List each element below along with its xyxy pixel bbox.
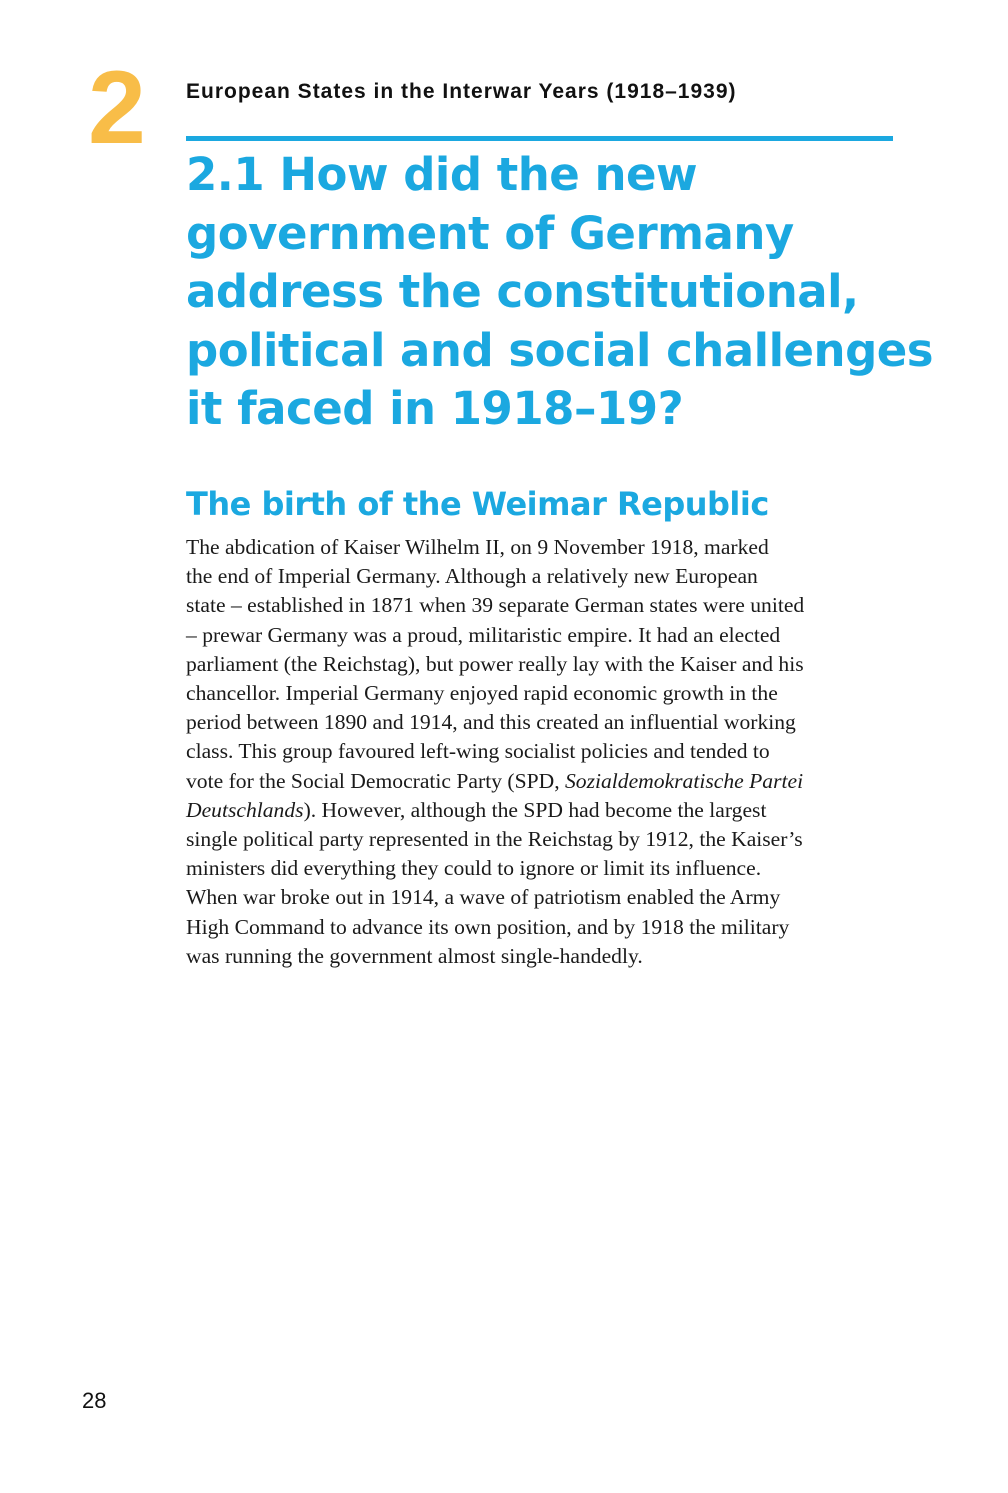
- section-title-line: 2.1 How did the new: [186, 148, 698, 201]
- body-line: When war broke out in 1914, a wave of patriotism enabled the Army: [186, 885, 781, 910]
- subheading: The birth of the Weimar Republic: [186, 485, 769, 523]
- body-line: ministers did everything they could to ignore or limit its influence.: [186, 856, 762, 881]
- section-title-line: government of Germany: [186, 206, 794, 260]
- body-line: The abdication of Kaiser Wilhelm II, on 9 November 1918, marked: [186, 535, 769, 559]
- body-line: chancellor. Imperial Germany enjoyed rapid economic growth in the: [186, 681, 778, 706]
- italic-term: Deutschlands: [186, 797, 304, 822]
- italic-term: Sozialdemokratische Partei: [565, 768, 804, 793]
- body-line: was running the government almost single-handedly.: [186, 943, 643, 968]
- body-line-text: ). However, although the SPD had become the largest: [303, 797, 767, 822]
- body-line: the end of Imperial Germany. Although a relatively new European: [186, 564, 758, 589]
- body-line: class. This group favoured left-wing socialist policies and tended to: [186, 739, 770, 764]
- body-line: single political party represented in the Reichstag by 1912, the Kaiser’s: [186, 827, 803, 852]
- header-rule: [186, 136, 893, 141]
- section-title-line: address the constitutional,: [186, 265, 859, 318]
- body-line: [186, 767, 906, 796]
- section-title-line: it faced in 1918–19?: [186, 382, 684, 435]
- page-number: 28: [82, 1388, 107, 1413]
- body-line: High Command to advance its own position, and by 1918 the military: [186, 914, 790, 939]
- body-line: parliament (the Reichstag), but power really lay with the Kaiser and his: [186, 651, 804, 676]
- body-line: [186, 796, 906, 825]
- section-title-line: political and social challenges: [186, 323, 934, 377]
- chapter-number: 2: [88, 50, 146, 166]
- body-line: state – established in 1871 when 39 separate German states were united: [186, 593, 805, 618]
- running-head: European States in the Interwar Years (1918–1939): [186, 80, 737, 103]
- body-line: period between 1890 and 1914, and this created an influential working: [186, 710, 796, 735]
- body-line: – prewar Germany was a proud, militaristic empire. It had an elected: [186, 622, 781, 647]
- body-line-text: vote for the Social Democratic Party (SPD,: [186, 768, 565, 793]
- section-title: [186, 146, 934, 439]
- body-paragraph: [186, 533, 906, 971]
